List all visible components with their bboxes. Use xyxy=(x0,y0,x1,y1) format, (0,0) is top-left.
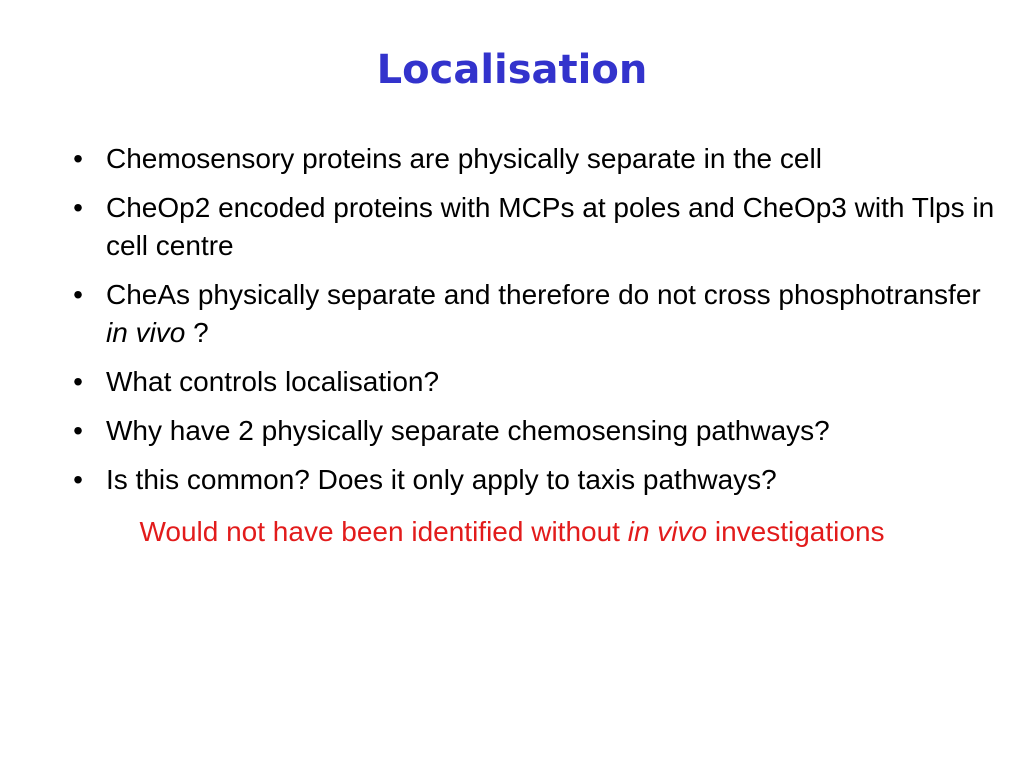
bullet-item xyxy=(68,276,1008,352)
bullet-text: Chemosensory proteins are physically separate in the cell xyxy=(106,143,822,174)
bullet-list xyxy=(68,140,1008,510)
bullet-item xyxy=(68,461,1008,499)
bullet-text: Why have 2 physically separate chemosensing pathways? xyxy=(106,415,830,446)
bullet-dot-icon: • xyxy=(73,192,83,223)
bullet-item xyxy=(68,189,1008,265)
bullet-item xyxy=(68,412,1008,450)
bullet-dot-icon: • xyxy=(73,366,83,397)
bullet-dot-icon: • xyxy=(73,415,83,446)
slide-title: Localisation xyxy=(376,47,648,93)
bullet-text: What controls localisation? xyxy=(106,366,440,397)
bullet-dot-icon: • xyxy=(73,279,83,310)
bullet-dot-icon: • xyxy=(73,464,83,495)
conclusion-statement xyxy=(0,513,1024,551)
bullet-item xyxy=(68,363,1008,401)
bullet-text-tail: ? xyxy=(185,317,209,348)
bullet-text: Is this common? Does it only apply to taxis pathways? xyxy=(106,464,777,495)
bullet-text: CheAs physically separate and therefore do not cross phosphotransfer xyxy=(106,279,981,310)
bullet-text: CheOp2 encoded proteins with MCPs at poles and CheOp3 with Tlps in cell centre xyxy=(106,192,995,261)
conclusion-text-tail: investigations xyxy=(707,516,885,547)
bullet-dot-icon: • xyxy=(73,143,83,174)
bullet-item xyxy=(68,140,1008,178)
bullet-italic-text: in vivo xyxy=(106,317,186,348)
conclusion-text: Would not have been identified without xyxy=(139,516,628,547)
conclusion-italic-text: in vivo xyxy=(627,516,708,547)
